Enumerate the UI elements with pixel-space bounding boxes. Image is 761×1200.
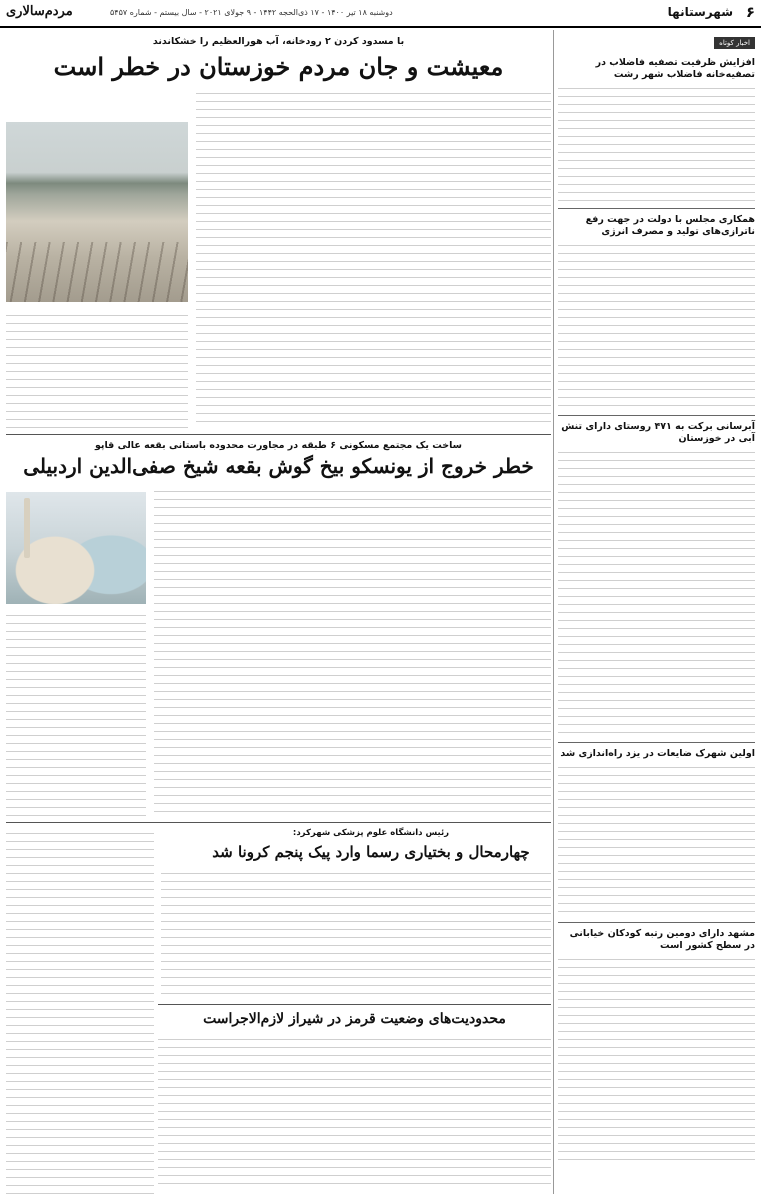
story-three-kicker: رئیس دانشگاه علوم پزشکی شهرکرد: [292,828,450,838]
news-body [558,762,755,917]
news-title: افزایش ظرفیت تصفیه فاضلاب در تصفیه‌خانه فاضلاب شهر رشت [595,57,755,80]
dry-marsh-photo [6,122,188,302]
story-three-body [161,868,551,998]
news-title: مشهد دارای دومین رتبه کودکان خیابانی در سطح کشور است [569,928,755,951]
main-area [6,30,551,1194]
divider [6,822,551,823]
news-body [558,447,755,737]
divider [558,922,755,923]
divider [6,434,551,435]
issue-meta: دوشنبه ۱۸ تیر ۱۴۰۰ - ۱۷ ذی‌الحجه ۱۴۴۲ - ۹ جولای ۲۰۲۱ - سال بیستم - شماره ۵۴۵۷ [110,8,393,17]
news-body [558,954,755,1164]
story-three-headline: چهارمحال و بختیاری رسما وارد پیک پنجم کرونا شد [212,843,530,861]
page-number: ۶ [745,3,755,21]
story-two-kicker: ساخت یک مجتمع مسکونی ۶ طبقه در مجاورت محدوده باستانی بقعه عالی قاپو [94,440,463,451]
story-four-body [158,1034,551,1190]
left-column-news [6,828,154,1196]
section-title: شهرستانها [667,5,733,19]
story-two-headline: خطر خروج از یونسکو بیخ گوش بقعه شیخ صفی‌الدین اردبیلی [23,454,534,478]
column-tag: اخبار کوتاه [714,37,755,49]
divider [558,742,755,743]
page-header [0,0,761,28]
newspaper-logo: مردم‌سالاری [6,4,73,19]
lead-body-continued [6,310,188,428]
divider [158,1004,551,1005]
lead-headline: معیشت و جان مردم خوزستان در خطر است [53,52,504,81]
lead-kicker: با مسدود کردن ۲ رودخانه، آب هورالعظیم را خشکاندند [152,36,405,47]
news-title: اولین شهرک ضایعات در یزد راه‌اندازی شد [560,748,755,759]
divider [558,415,755,416]
news-body [558,240,755,410]
lead-body [196,88,551,428]
news-title: آبرسانی برکت به ۴۷۱ روستای دارای تنش آبی در خوزستان [561,421,755,444]
short-news-column [553,30,755,1194]
tomb-dome-photo [6,492,146,604]
news-title: همکاری مجلس با دولت در جهت رفع ناترازی‌های تولید و مصرف انرژی [585,214,755,237]
divider [558,208,755,209]
story-four-headline: محدودیت‌های وضعیت قرمز در شیراز لازم‌الاجراست [203,1011,506,1027]
story-two-body [154,486,551,816]
news-body [558,83,755,203]
story-two-body-continued [6,610,146,816]
